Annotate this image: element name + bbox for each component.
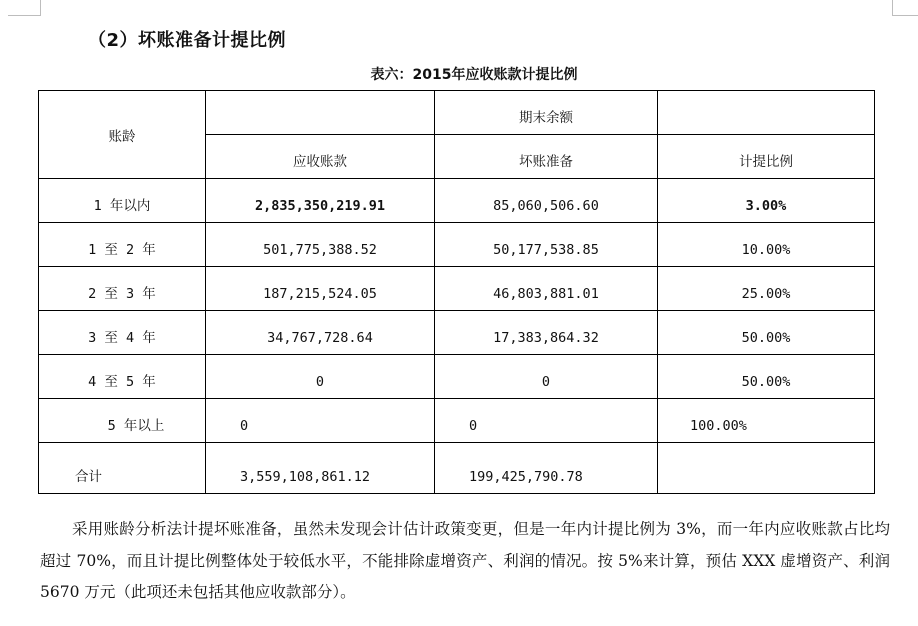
header-ratio-label: 计提比例: [739, 154, 793, 170]
provision-value: 17,383,864.32: [493, 330, 599, 346]
header-aging: [39, 91, 206, 179]
receivable-value: 2,835,350,219.91: [254, 198, 386, 214]
total-provision-value: 199,425,790.78: [469, 469, 583, 485]
table-row: [39, 399, 875, 443]
section-heading: （2）坏账准备计提比例: [88, 30, 287, 51]
ratio-value: 50.00%: [741, 330, 791, 346]
table-row: [39, 223, 875, 267]
table-total-row: [39, 443, 875, 494]
provision-value: 0: [469, 418, 478, 434]
ratio-value: 25.00%: [741, 286, 791, 302]
header-group: [435, 91, 658, 135]
provision-value: 50,177,538.85: [493, 242, 599, 258]
cell-ratio: [658, 267, 875, 311]
cell-provision: [435, 179, 658, 223]
cell-ratio: [658, 179, 875, 223]
total-ratio-value: [658, 485, 874, 493]
cell-aging: [39, 355, 206, 399]
cell-receivable: [206, 267, 435, 311]
cell-receivable: [206, 399, 435, 443]
cell-receivable: [206, 223, 435, 267]
ratio-value: 10.00%: [741, 242, 791, 258]
header-receivable-label: 应收账款: [293, 154, 347, 170]
cell-receivable: [206, 355, 435, 399]
cell-ratio: [658, 355, 875, 399]
page-corner-mark-left: [8, 0, 41, 16]
cell-total-label: [39, 443, 206, 494]
total-receivable-value: 3,559,108,861.12: [240, 469, 371, 485]
cell-provision: [435, 223, 658, 267]
provision-ratio-table: [38, 90, 875, 494]
cell-aging: [39, 311, 206, 355]
cell-aging: [39, 267, 206, 311]
cell-aging: [39, 179, 206, 223]
aging-label: 4 至 5 年: [88, 374, 156, 390]
table-caption: 表六：2015年应收账款计提比例: [370, 67, 578, 83]
provision-value: 85,060,506.60: [493, 198, 599, 214]
header-blank-1: [206, 91, 435, 135]
table-row: [39, 311, 875, 355]
receivable-value: 0: [240, 418, 249, 434]
header-aging-label: 账龄: [108, 128, 136, 145]
cell-aging: [39, 399, 206, 443]
ratio-value: 100.00%: [690, 418, 747, 434]
cell-ratio: [658, 311, 875, 355]
aging-label: 5 年以上: [107, 418, 165, 434]
table-row: [39, 179, 875, 223]
total-label: 合计: [75, 469, 102, 485]
cell-provision: [435, 355, 658, 399]
header-group-label: 期末余额: [519, 110, 573, 126]
header-receivable: [206, 135, 435, 179]
receivable-value: 187,215,524.05: [263, 286, 377, 302]
receivable-value: 34,767,728.64: [267, 330, 373, 346]
receivable-value: 0: [315, 374, 325, 390]
cell-provision: [435, 311, 658, 355]
analysis-text: 采用账龄分析法计提坏账准备，虽然未发现会计估计政策变更，但是一年内计提比例为 3%，而一年内应收账款占比均超过 70%，而且计提比例整体处于较低水平，不能排除虚增资产、利润的情况。按 5%来计算，预估 XXX 虚增资产、利润 5670 万元（此项还未包括其他应收款部分）。: [40, 520, 890, 601]
ratio-value: 50.00%: [741, 374, 791, 390]
analysis-paragraph: [40, 514, 890, 609]
cell-ratio: [658, 399, 875, 443]
cell-total-receivable: [206, 443, 435, 494]
cell-provision: [435, 399, 658, 443]
header-blank-2: [658, 91, 875, 135]
header-provision: [435, 135, 658, 179]
table-row: [39, 267, 875, 311]
aging-label: 2 至 3 年: [88, 286, 156, 302]
cell-total-ratio: [658, 443, 875, 494]
provision-value: 46,803,881.01: [493, 286, 599, 302]
cell-total-provision: [435, 443, 658, 494]
page-corner-mark-right: [892, 0, 918, 16]
header-ratio: [658, 135, 875, 179]
ratio-value: 3.00%: [745, 198, 787, 214]
header-provision-label: 坏账准备: [519, 154, 573, 170]
aging-label: 3 至 4 年: [88, 330, 156, 346]
aging-label: 1 年以内: [93, 198, 151, 214]
cell-receivable: [206, 179, 435, 223]
cell-ratio: [658, 223, 875, 267]
receivable-value: 501,775,388.52: [263, 242, 377, 258]
cell-receivable: [206, 311, 435, 355]
aging-label: 1 至 2 年: [88, 242, 156, 258]
cell-provision: [435, 267, 658, 311]
table-row: [39, 355, 875, 399]
cell-aging: [39, 223, 206, 267]
provision-value: 0: [541, 374, 551, 390]
